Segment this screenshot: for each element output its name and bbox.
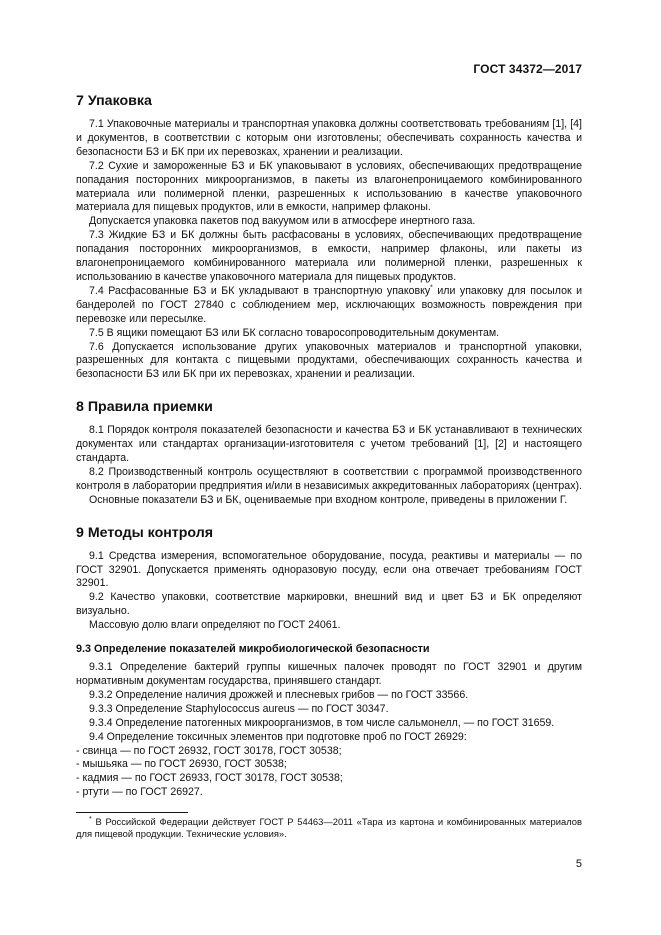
paragraph-9-3-2: 9.3.2 Определение наличия дрожжей и плесневых грибов — по ГОСТ 33566. — [89, 688, 469, 701]
paragraph-9-4: 9.4 Определение токсичных элементов при подготовке проб по ГОСТ 26929: — [89, 730, 467, 743]
list-item: - свинца — по ГОСТ 26932, ГОСТ 30178, ГОСТ 30538; — [76, 744, 342, 757]
section-9-title: 9 Методы контроля — [76, 524, 214, 541]
section-9-methods — [76, 524, 582, 801]
footnote — [76, 816, 582, 841]
paragraph-8-2: 8.2 Производственный контроль осуществляют в соответствии с программой производственного контроля в лаборатории предприятия и/или в независимых аккредитованных лабораториях (центрах). — [76, 465, 582, 492]
paragraph-9-3-1: 9.3.1 Определение бактерий группы кишечных палочек проводят по ГОСТ 32901 и другим нормативным документам государства, принявшего стандарт. — [76, 661, 582, 687]
paragraph-8-2-note: Основные показатели БЗ и БК, оцениваемые при входном контроле, приведены в приложении Г. — [89, 493, 568, 506]
section-7-packaging — [76, 92, 582, 382]
list-item: - кадмия — по ГОСТ 26933, ГОСТ 30178, ГОСТ 30538; — [76, 772, 343, 785]
paragraph-7-2: 7.2 Сухие и замороженные БЗ и БК упаковывают в условиях, обеспечивающих предотвращение попадания посторонних микроорганизмов, в пакеты из влагонепроницаемого комбинированного материала или полимерной пленки, разрешенных к использованию в качестве упаковочного материала для пищевых продуктов, или в емкости, например флаконы. — [76, 159, 582, 214]
paragraph-7-2-note: Допускается упаковка пакетов под вакуумом или в атмосфере инертного газа. — [89, 215, 476, 228]
list-item: - ртути — по ГОСТ 26927. — [76, 786, 203, 799]
paragraph-7-4-start: 7.4 Расфасованные БЗ и БК укладывают в транспортную упаковку — [89, 284, 431, 297]
footnote-text: В Российской Федерации действует ГОСТ Р 54463—2011 «Тара из картона и комбинированных материалов для пищевой продукции. Технические условия». — [76, 816, 582, 840]
page-number: 5 — [575, 858, 582, 870]
subsection-9-3-title: 9.3 Определение показателей микробиологической безопасности — [76, 643, 430, 656]
footnote-mark: * — [89, 815, 92, 823]
page-content — [76, 92, 582, 816]
paragraph-9-1: 9.1 Средства измерения, вспомогательное оборудование, посуда, реактивы и материалы — по ГОСТ 32901. Допускается применять одноразовую посуду, если она отвечает требованиям ГОСТ 32901. — [76, 549, 582, 590]
footnote-divider — [76, 812, 188, 813]
standard-code: ГОСТ 34372—2017 — [473, 62, 582, 76]
paragraph-7-6: 7.6 Допускается использование других упаковочных материалов и транспортной упаковки, разрешенных для контакта с пищевыми продуктами, обеспечивающих сохранность качества и безопасности БЗ или БК при их перевозках, хранении и реализации. — [76, 340, 582, 381]
section-7-title: 7 Упаковка — [76, 93, 152, 109]
paragraph-9-2-note: Массовую долю влаги определяют по ГОСТ 24061. — [89, 619, 341, 632]
section-8-acceptance — [76, 398, 582, 507]
toxic-elements-list — [76, 745, 582, 801]
paragraph-9-3-4: 9.3.4 Определение патогенных микроорганизмов, в том числе сальмонелл, — по ГОСТ 31659. — [89, 716, 555, 729]
paragraph-7-5: 7.5 В ящики помещают БЗ или БК согласно товаросопроводительным документам. — [89, 326, 500, 339]
paragraph-7-1: 7.1 Упаковочные материалы и транспортная упаковка должны соответствовать требованиям [1], [4] и документов, в соответствии с которым они изготовлены; обеспечивать сохранность качества и безопасности БЗ и БК при их перевозках, хранении и реализации. — [76, 118, 582, 158]
paragraph-8-1: 8.1 Порядок контроля показателей безопасности и качества БЗ и БК устанавливают в технических документах или стандартах организации-изготовителя с учетом требований [1], [2] и настоящего стандарта. — [76, 424, 582, 465]
paragraph-9-2: 9.2 Качество упаковки, соответствие маркировки, внешний вид и цвет БЗ и БК определяют визуально. — [76, 591, 582, 618]
list-item: - мышьяка — по ГОСТ 26930, ГОСТ 30538; — [76, 758, 287, 771]
paragraph-7-4-end: или упаковку для посылок и бандеролей по ГОСТ 27840 с соблюдением мер, исключающих возможность повреждения при перевозке или пересылке. — [76, 284, 583, 325]
footnote-reference-mark: * — [430, 284, 433, 292]
paragraph-7-3: 7.3 Жидкие БЗ и БК должны быть расфасованы в условиях, обеспечивающих предотвращение попадания посторонних микроорганизмов, в емкости, например флаконы, или пакеты из влагонепроницаемого комбинированного материала или полимерной пленки, разрешенных к использованию в качестве упаковочного материала для пищевых продуктов. — [76, 229, 582, 283]
paragraph-7-4 — [76, 285, 582, 327]
paragraph-9-3-3: 9.3.3 Определение Staphylococcus aureus — по ГОСТ 30347. — [89, 702, 389, 715]
section-8-title: 8 Правила приемки — [76, 399, 213, 416]
